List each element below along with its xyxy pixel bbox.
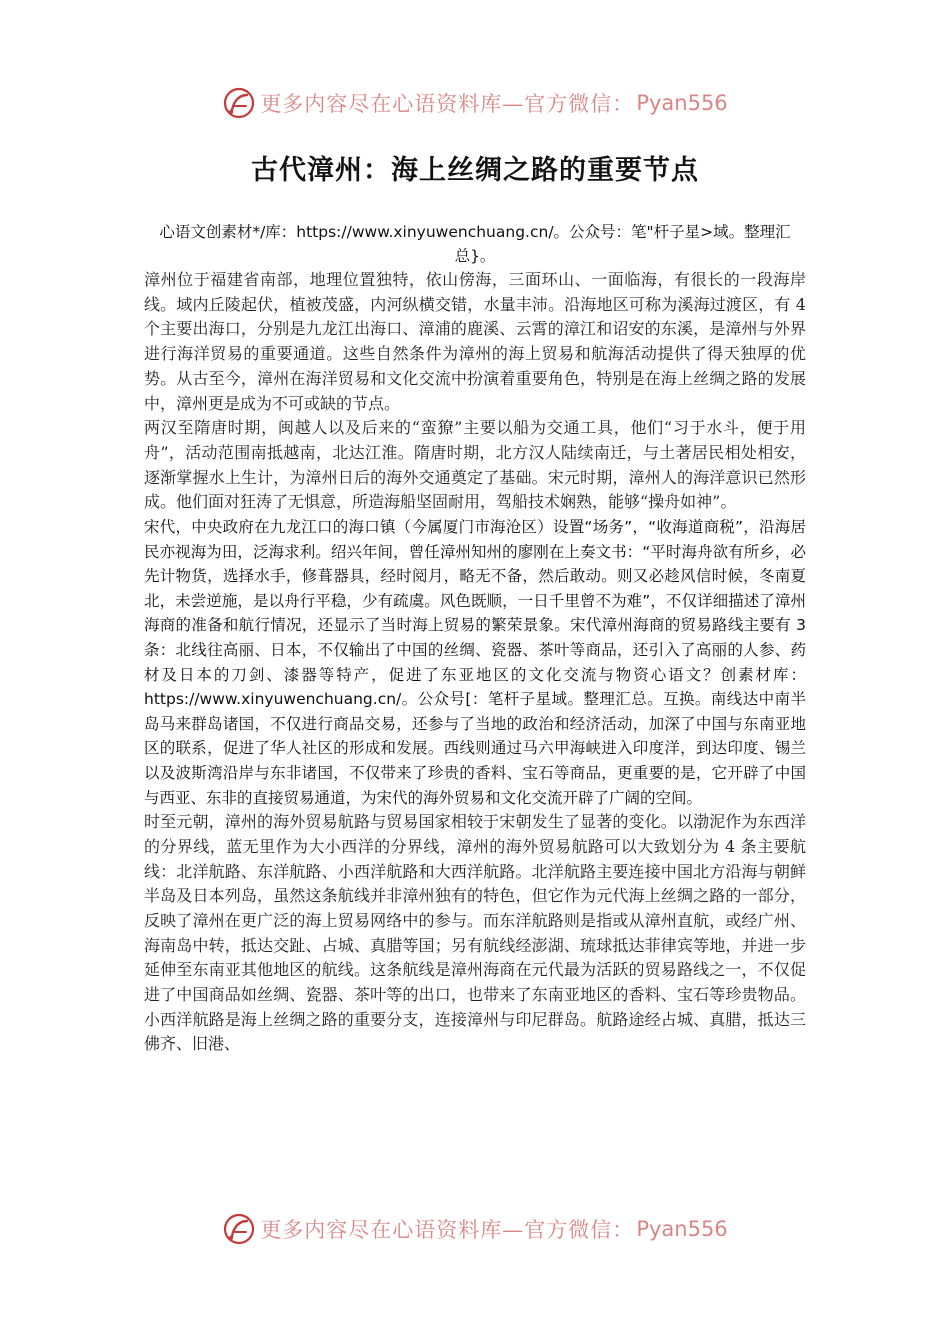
banner-wechat-handle: Pyan556: [636, 91, 728, 115]
footer-banner: [0, 1209, 950, 1249]
logo-icon: [222, 86, 256, 120]
paragraph-geography: 漳州位于福建省南部，地理位置独特，依山傍海，三面环山、一面临海，有很长的一段海岸线。域内丘陵起伏，植被茂盛，内河纵横交错，水量丰沛。沿海地区可称为溪海过渡区，有 4 个主要出海口，分别是九龙江出海口、漳浦的鹿溪、云霄的漳江和诏安的东溪，是漳州与外界进行海洋贸易的重要通道。这些自然条件为漳州的海上贸易和航海活动提供了得天独厚的优势。从古至今，漳州在海洋贸易和文化交流中扮演着重要角色，特别是在海上丝绸之路的发展中，漳州更是成为不可或缺的节点。: [144, 270, 806, 413]
banner-text: 更多内容尽在心语资料库—官方微信：: [260, 1218, 635, 1242]
banner-wechat-handle: Pyan556: [636, 1217, 728, 1241]
document-title: 古代漳州：海上丝绸之路的重要节点: [251, 155, 699, 186]
logo-icon: [222, 1212, 256, 1246]
paragraph-song: 宋代，中央政府在九龙江口的海口镇（今属厦门市海沧区）设置“场务”，“收海道商税”，沿海居民亦视海为田，泛海求利。绍兴年间，曾任漳州知州的廖刚在上奏文书：“平时海舟欲有所乡，必先计物货，选择水手，修葺器具，经时阅月，略无不备，然后敢动。则又必趁风信时候，冬南夏北，未尝逆施，是以舟行平稳，少有疏虞。风色既顺，一日千里曾不为难”，不仅详细描述了漳州海商的准备和航行情况，还显示了当时海上贸易的繁荣景象。宋代漳州海商的贸易路线主要有 3 条：北线往高丽、日本，不仅输出了中国的丝绸、瓷器、茶叶等商品，还引入了高丽的人参、药材及日本的刀剑、漆器等特产，促进了东亚地区的文化交流与物资心语文？创素材库：https://www.xinyuwenchuang.cn/。公众号[：笔杆子星域。整理汇总。互换。南线达中南半岛马来群岛诸国，不仅进行商品交易，还参与了当地的政治和经济活动，加深了中国与东南亚地区的联系，促进了华人社区的形成和发展。西线则通过马六甲海峡进入印度洋，到达印度、锡兰以及波斯湾沿岸与东非诸国，不仅带来了珍贵的香料、宝石等商品，更重要的是，它开辟了中国与西亚、东非的直接贸易通道，为宋代的海外贸易和文化交流开辟了广阔的空间。: [144, 518, 806, 807]
paragraph-han-tang: 两汉至隋唐时期，闽越人以及后来的“蛮獠”主要以船为交通工具，他们“习于水斗，便于用舟”，活动范围南抵越南，北达江淮。隋唐时期，北方汉人陆续南迁，与土著居民相处相安，逐渐掌握水上生计，为漳州日后的海外交通奠定了基础。宋元时期，漳州人的海洋意识已然形成。他们面对狂涛了无惧意，所造海船坚固耐用，驾船技术娴熟，能够“操舟如神”。: [144, 418, 806, 512]
header-banner: [0, 83, 950, 123]
paragraph-yuan: 时至元朝，漳州的海外贸易航路与贸易国家相较于宋朝发生了显著的变化。以渤泥作为东西洋的分界线，蓝无里作为大小西洋的分界线，漳州的海外贸易航路可以大致划分为 4 条主要航线：北洋航路、东洋航路、小西洋航路和大西洋航路。北洋航路主要连接中国北方沿海与朝鲜半岛及日本列岛，虽然这条航线并非漳州独有的特色，但它作为元代海上丝绸之路的一部分，反映了漳州在更广泛的海上贸易网络中的参与。而东洋航路则是指或从漳州直航，或经广州、海南岛中转，抵达交趾、占城、真腊等国；另有航线经澎湖、琉球抵达菲律宾等地，并进一步延伸至东南亚其他地区的航线。这条航线是漳州海商在元代最为活跃的贸易路线之一，不仅促进了中国商品如丝绸、瓷器、茶叶等的出口，也带来了东南亚地区的香料、宝石等珍贵物品。小西洋航路是海上丝绸之路的重要分支，连接漳州与印尼群岛。航路途经占城、真腊，抵达三佛齐、旧港、: [144, 812, 806, 1054]
document-body: [144, 220, 806, 1057]
banner-text: 更多内容尽在心语资料库—官方微信：: [260, 92, 635, 116]
source-notice: 心语文创素材*/库：https://www.xinyuwenchuang.cn/。公众号：笔"杆子星>域。整理汇总}。: [159, 223, 791, 265]
